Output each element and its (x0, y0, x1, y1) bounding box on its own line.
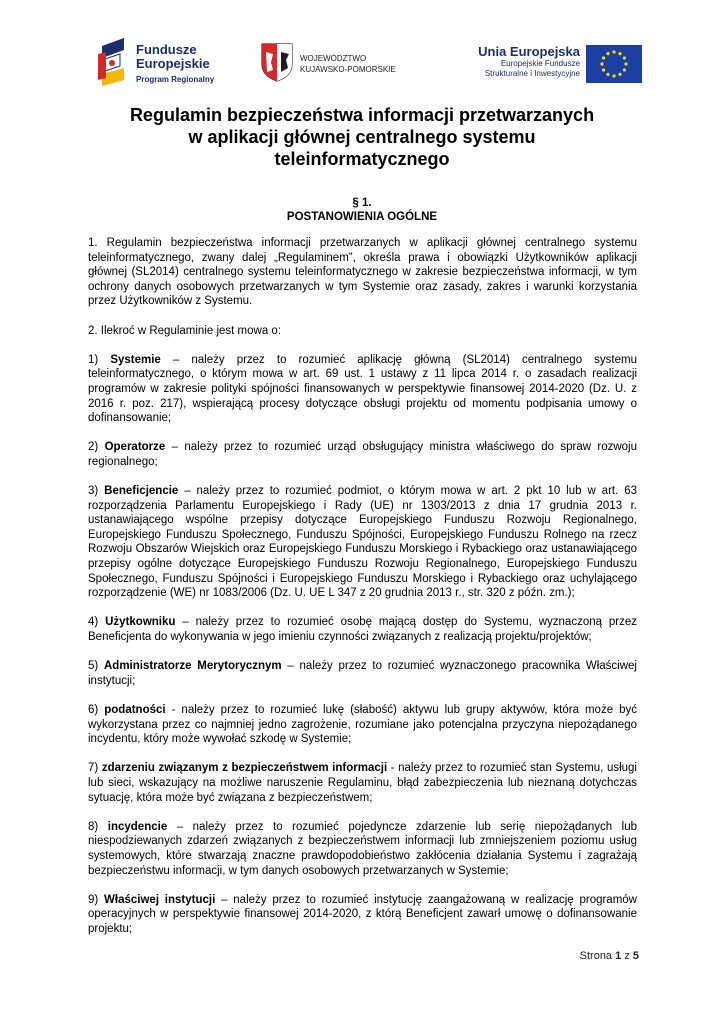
wojewodztwo-line1: WOJEWÓDZTWO (300, 54, 367, 63)
definition-term: Systemie (110, 353, 161, 366)
definition-item (88, 703, 637, 747)
definition-item (88, 761, 637, 805)
page-total: 5 (632, 950, 639, 962)
ue-title: Unia Europejska (478, 44, 580, 59)
definition-text: – należy przez to rozumieć pojedyncze zdarzenie lub serię niepożądanych lub niespodziewanych zdarzeń związanych z bezpieczeństwem informacji lub zmniejszeniem poziomu usług systemowych, które stwarzają znaczne prawdopodobieństwo zakłócenia działania Systemu i zagrażają bezpieczeństwu informacji, w tym danych osobowych przetwarzanych w Systemie; (88, 820, 637, 877)
definition-text: - należy przez to rozumieć lukę (słabość) aktywu lub grupy aktywów, która może być wykorzystana przez co najmniej jedno zagrożenie, rozumiane jako potencjalna przyczyna niepożądanego incydentu, który może wywołać szkodę w Systemie; (88, 704, 637, 746)
fundusze-line1: Fundusze (136, 42, 197, 57)
definition-item (88, 820, 637, 878)
title-line-1: Regulamin bezpieczeństwa informacji przetwarzanych (129, 105, 595, 125)
section-number: § 1. (352, 197, 372, 209)
definition-text: - należy przez to rozumieć stan Systemu, usługi lub sieci, wskazujący na możliwe naruszenie Regulaminu, błąd zabezpieczenia lub nieznaną dotychczas sytuację, która może być związana z bezpieczeństwem; (88, 762, 637, 804)
document-title (88, 104, 636, 170)
definition-term: incydencie (107, 820, 168, 833)
definition-term: Użytkowniku (105, 616, 176, 629)
definition-num: 3) (88, 485, 99, 498)
definition-num: 1) (88, 353, 99, 366)
page-current: 1 (615, 950, 622, 962)
definition-term: Właściwej instytucji (104, 893, 216, 906)
definition-term: Administratorze Merytorycznym (103, 660, 282, 673)
definition-text: – należy przez to rozumieć wyznaczonego pracownika Właściwej instytucji; (88, 660, 637, 687)
paragraph-1: 1. Regulamin bezpieczeństwa informacji przetwarzanych w aplikacji głównej centralnego systemu teleinformatycznego, zwany dalej „Regulaminem”, określa prawa i obowiązki Użytkowników aplikacji głównej (SL2014) centralnego systemu teleinformatycznego w zakresie bezpieczeństwa informacji, w tym ochrony danych osobowych przetwarzanych w tym Systemie oraz zasady, zakres i warunki korzystania przez Użytkowników z Systemu. (88, 237, 637, 308)
definition-term: Beneficjencie (104, 485, 179, 498)
definition-item (88, 353, 637, 426)
fundusze-line2: Europejskie (136, 56, 210, 71)
definition-num: 2) (88, 441, 99, 454)
definition-num: 9) (88, 893, 99, 906)
fundusze-europejskie-logo (98, 38, 238, 90)
wojewodztwo-logo (260, 42, 410, 82)
page-label: Strona (579, 950, 613, 962)
definition-num: 8) (88, 820, 99, 833)
document-content (88, 236, 637, 951)
definition-text: – należy przez to rozumieć urząd obsługujący ministra właściwego do spraw rozwoju regionalnego; (88, 441, 637, 468)
definition-num: 4) (88, 616, 99, 629)
definition-term: podatności (104, 704, 166, 716)
ue-subtitle-1: Europejskie Fundusze (500, 59, 580, 68)
paragraph-2: 2. Ilekroć w Regulaminie jest mowa o: (88, 324, 282, 337)
definition-text: – należy przez to rozumieć osobę mającą dostęp do Systemu, wyznaczoną przez Beneficjenta do wykonywania w jego imieniu czynności związanych z realizacją projektu/projektów; (88, 616, 638, 644)
title-line-2: w aplikacji głównej centralnego systemu (188, 127, 536, 147)
unia-europejska-logo (442, 42, 642, 90)
definition-text: – należy przez to rozumieć podmiot, o którym mowa w art. 2 pkt 10 lub w art. 63 rozporządzenia Parlamentu Europejskiego i Rady (UE) nr 1303/2013 z dnia 17 grudnia 2013 r. ustanawiającego wspólne przepisy dotyczące Europejskiego Funduszu Rozwoju Regionalnego, Europejskiego Funduszu Społecznego, Funduszu Spójności, Europejskiego Funduszu Rolnego na rzecz Rozwoju Obszarów Wiejskich oraz Europejskiego Funduszu Morskiego i Rybackiego oraz ustanawiającego przepisy ogólne dotyczące Europejskiego Funduszu Rozwoju Regionalnego, Europejskiego Funduszu Społecznego, Funduszu Spójności i Europejskiego Funduszu Morskiego i Rybackiego oraz uchylającego rozporządzenie (WE) nr 1083/2006 (Dz. U. UE L 347 z 20 grudnia 2013 r., str. 320 z późn. zm.); (88, 485, 637, 600)
title-line-3: teleinformatycznego (274, 149, 450, 169)
page-footer (580, 950, 639, 962)
page-of: z (624, 950, 630, 962)
definition-item (88, 615, 637, 644)
definition-num: 5) (88, 660, 99, 673)
wojewodztwo-line2: KUJAWSKO-POMORSKIE (300, 65, 396, 74)
fundusze-europejskie-mark-icon (98, 38, 130, 86)
definition-num: 7) (88, 762, 99, 775)
definition-item (88, 484, 637, 601)
definition-text: – należy przez to rozumieć instytucję zaangażowaną w realizację programów operacyjnych w perspektywie finansowej 2014-2020, z którą Beneficjent zawarł umowę o dofinansowanie projektu; (88, 893, 637, 935)
definition-item (88, 440, 637, 469)
definition-text: – należy przez to rozumieć aplikację główną (SL2014) centralnego systemu teleinformatycznego, o którym mowa w art. 69 ust. 1 ustawy z 11 lipca 2014 r. o zasadach realizacji programów w zakresie polityki spójności finansowanych w perspektywie finansowej 2014-2020 (Dz. U. z 2016 r. poz. 217), wspierającą procesy dotyczące obsługi projektu od momentu podpisania umowy o dofinansowanie; (88, 353, 637, 425)
definition-term: zdarzeniu związanym z bezpieczeństwem informacji (101, 762, 388, 775)
definition-num: 6) (88, 704, 99, 716)
definition-item (88, 893, 637, 937)
section-title: POSTANOWIENIA OGÓLNE (286, 211, 438, 223)
fundusze-line3: Program Regionalny (136, 75, 215, 84)
kujawsko-pomorskie-crest-icon (260, 42, 294, 82)
logo-header (98, 36, 638, 92)
eu-flag-icon (586, 45, 642, 83)
definition-item (88, 659, 637, 688)
definition-term: Operatorze (104, 441, 166, 454)
ue-subtitle-2: Strukturalne i Inwestycyjne (484, 69, 580, 78)
